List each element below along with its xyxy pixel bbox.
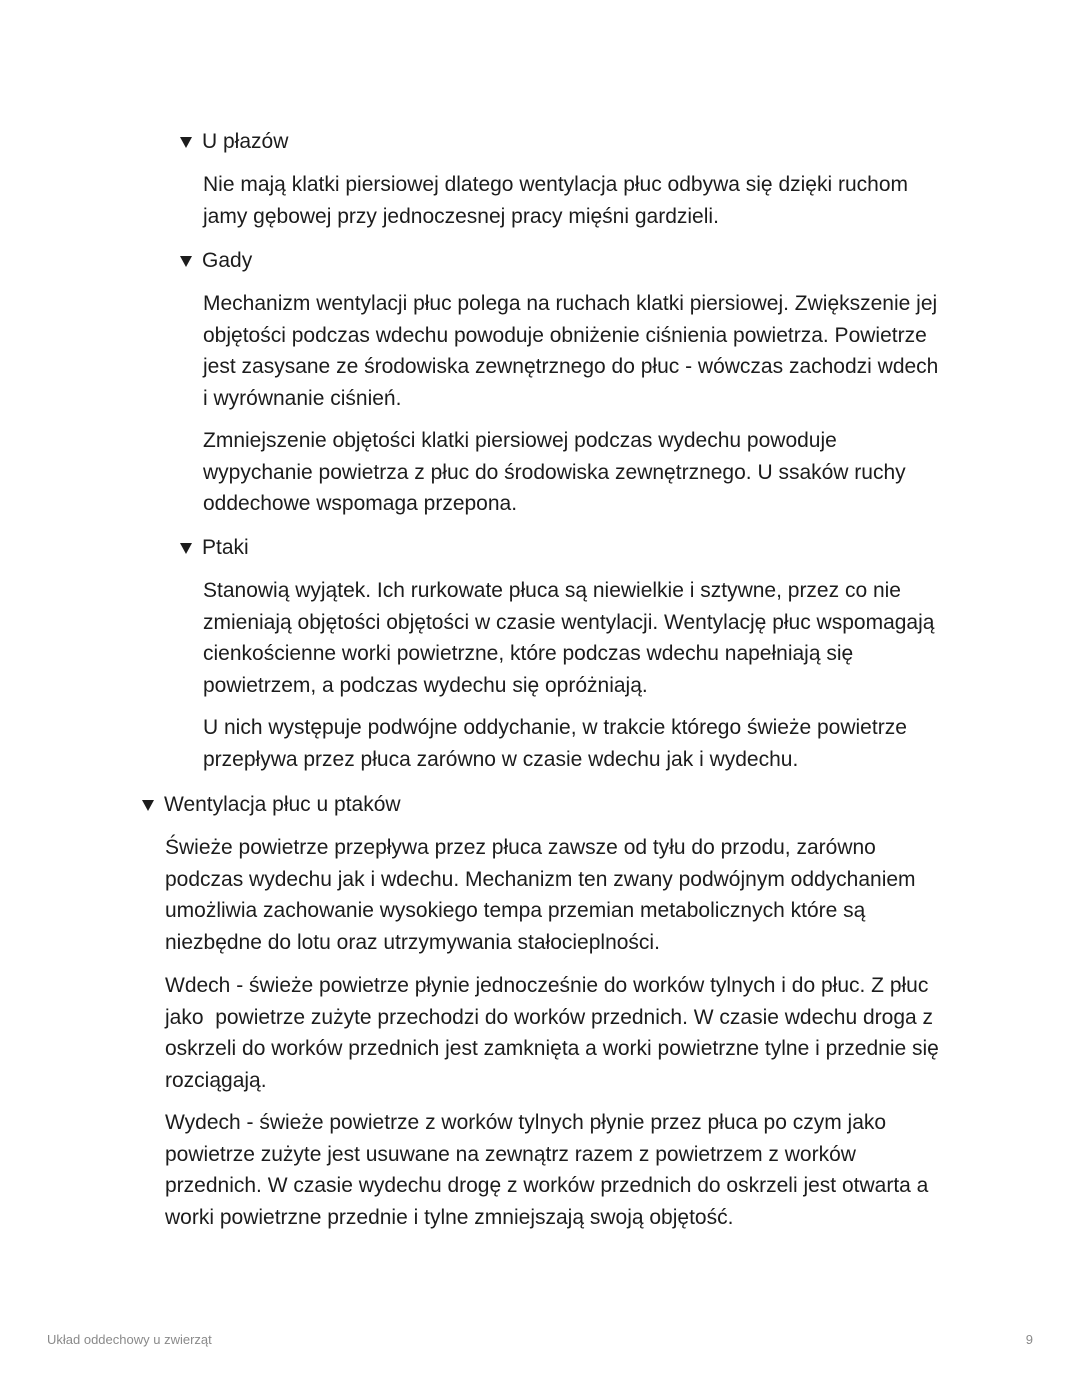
toggle-u-plazow[interactable] bbox=[180, 128, 288, 156]
toggle-ptaki[interactable] bbox=[180, 534, 249, 562]
toggle-triangle-icon bbox=[180, 256, 192, 267]
paragraph-gady-2: Zmniejszenie objętości klatki piersiowej podczas wydechu powoduje wypychanie powietrza z płuc do środowiska zewnętrznego. U ssaków ruchy oddechowe wspomaga przepona. bbox=[203, 429, 906, 515]
toggle-title: Gady bbox=[202, 249, 253, 272]
footer-document-title: Układ oddechowy u zwierząt bbox=[47, 1332, 212, 1347]
paragraph-wentylacja-1: Świeże powietrze przepływa przez płuca zawsze od tyłu do przodu, zarówno podczas wydechu jak i wdechu. Mechanizm ten zwany podwójnym oddychaniem umożliwia zachowanie wysokiego tempa przemian metabolicznych które są niezbędne do lotu oraz utrzymywania stałocieplności. bbox=[165, 836, 916, 954]
paragraph-plazy-1: Nie mają klatki piersiowej dlatego wentylacja płuc odbywa się dzięki ruchom jamy gębowej przy jednoczesnej pracy mięśni gardzieli. bbox=[203, 173, 908, 228]
paragraph-gady-1: Mechanizm wentylacji płuc polega na ruchach klatki piersiowej. Zwiększenie jej objętości podczas wdechu powoduje obniżenie ciśnienia powietrza. Powietrze jest zasysane ze środowiska zewnętrznego do płuc - wówczas zachodzi wdech i wyrównanie ciśnień. bbox=[203, 292, 939, 410]
toggle-triangle-icon bbox=[142, 800, 154, 811]
footer-page-number: 9 bbox=[1025, 1332, 1033, 1347]
paragraph-ptaki-1: Stanowią wyjątek. Ich rurkowate płuca są niewielkie i sztywne, przez co nie zmieniają objętości objętości w czasie wentylacji. Wentylację płuc wspomagają cienkościenne worki powietrzne, które podczas wdechu napełniają się powietrzem, a podczas wydechu się opróżniają. bbox=[203, 579, 935, 697]
toggle-triangle-icon bbox=[180, 543, 192, 554]
paragraph-wentylacja-2: Wdech - świeże powietrze płynie jednocześnie do worków tylnych i do płuc. Z płuc jako powietrze zużyte przechodzi do worków przednich. W czasie wdechu droga z oskrzeli do worków przednich jest zamknięta a worki powietrzne tylne i przednie się rozciągają. bbox=[165, 974, 939, 1092]
toggle-title: Wentylacja płuc u ptaków bbox=[164, 793, 401, 816]
toggle-title: Ptaki bbox=[202, 536, 249, 559]
toggle-wentylacja-pluc-u-ptakow[interactable] bbox=[142, 791, 401, 819]
toggle-gady[interactable] bbox=[180, 247, 252, 275]
paragraph-ptaki-2: U nich występuje podwójne oddychanie, w trakcie którego świeże powietrze przepływa przez płuca zarówno w czasie wdechu jak i wydechu. bbox=[203, 716, 907, 771]
toggle-triangle-icon bbox=[180, 137, 192, 148]
paragraph-wentylacja-3: Wydech - świeże powietrze z worków tylnych płynie przez płuca po czym jako powietrze zużyte jest usuwane na zewnątrz razem z powietrzem z worków przednich. W czasie wydechu drogę z worków przednich do oskrzeli jest otwarta a worki powietrzne przednie i tylne zmniejszają swoją objętość. bbox=[165, 1111, 929, 1229]
toggle-title: U płazów bbox=[202, 130, 289, 153]
